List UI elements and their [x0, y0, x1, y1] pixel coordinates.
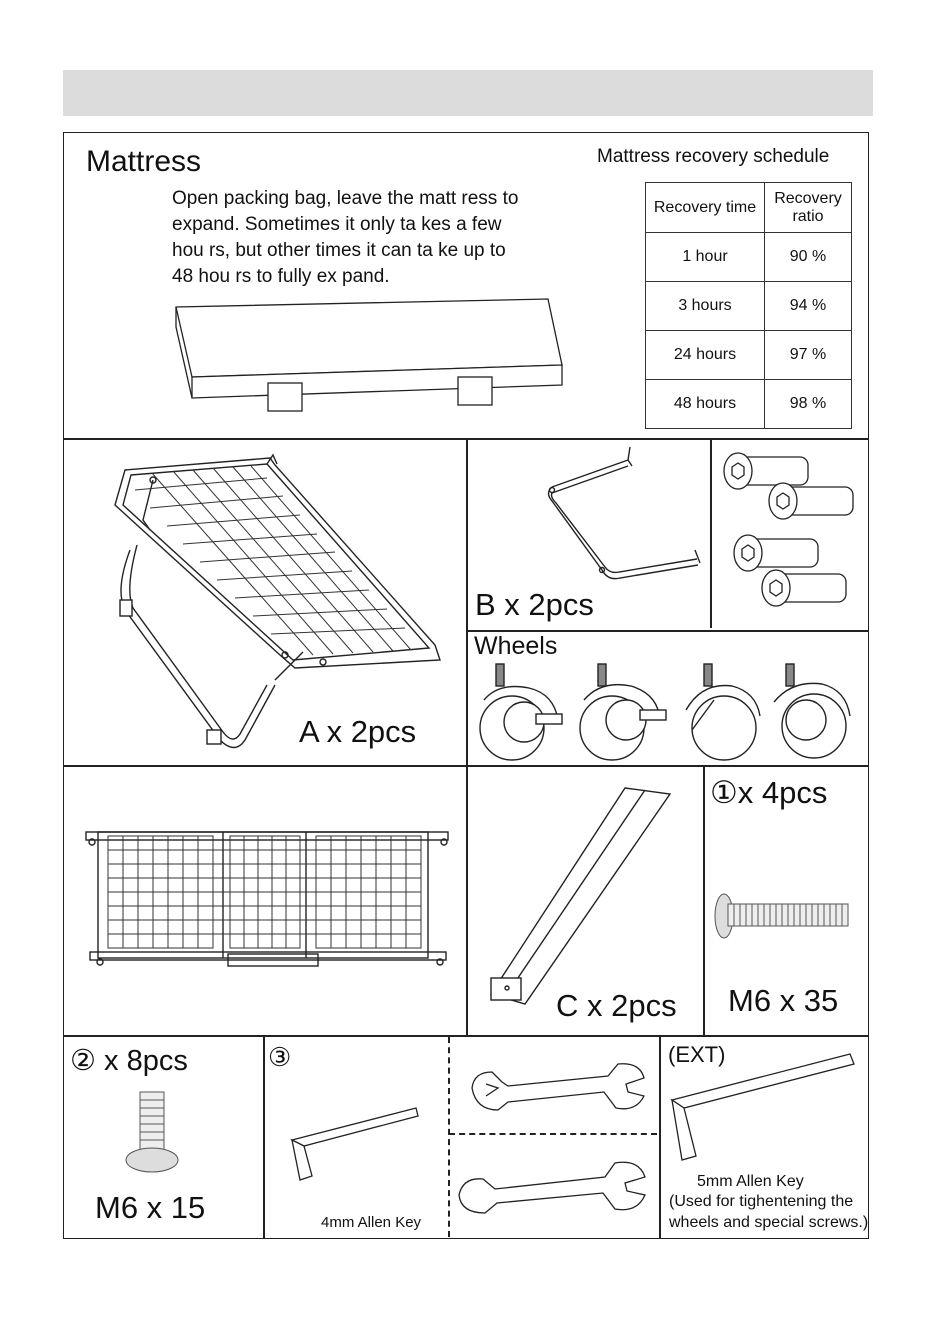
schedule-title: Mattress recovery schedule	[597, 146, 830, 167]
paragraph-line: 48 hou rs to fully ex pand.	[172, 266, 390, 287]
table-header-cell: Recovery time	[646, 183, 765, 233]
divider	[703, 765, 705, 1035]
end-frame-illustration	[78, 828, 453, 973]
table-cell: 90 %	[765, 233, 852, 282]
table-cell: 98 %	[765, 380, 852, 429]
screw-1-label: ①x 4pcs	[710, 775, 828, 810]
paragraph-line: Open packing bag, leave the matt ress to	[172, 188, 519, 209]
allen-5mm-note-1: (Used for tighentening the	[669, 1193, 854, 1210]
mattress-title: Mattress	[86, 145, 202, 178]
bolt-m6x15-illustration	[122, 1088, 182, 1178]
wheels-label: Wheels	[474, 632, 558, 660]
table-cell: 94 %	[765, 282, 852, 331]
recovery-table	[645, 182, 852, 429]
screw-2-label: ② x 8pcs	[70, 1045, 188, 1077]
special-screws-illustration	[718, 445, 868, 625]
paragraph-line: hou rs, but other times it can ta ke up to	[172, 240, 506, 261]
part-a-label: A x 2pcs	[299, 714, 417, 749]
divider	[63, 765, 869, 767]
wrench-bottom-illustration	[455, 1155, 650, 1220]
tool-3-label: ③	[268, 1042, 292, 1072]
dashed-divider	[449, 1133, 657, 1135]
wheels-illustration	[474, 660, 864, 762]
screw-1-size: M6 x 35	[728, 983, 839, 1018]
table-cell: 3 hours	[646, 282, 765, 331]
table-cell: 24 hours	[646, 331, 765, 380]
mattress-illustration	[170, 295, 570, 415]
leg-c-illustration	[485, 782, 695, 1007]
divider	[466, 438, 468, 1035]
screw-2-size: M6 x 15	[95, 1190, 206, 1225]
header-bar	[63, 70, 873, 116]
ext-label: (EXT)	[668, 1042, 726, 1067]
allen-key-4mm-illustration	[288, 1100, 423, 1185]
mattress-instructions	[172, 186, 572, 290]
allen-key-5mm-illustration	[668, 1050, 858, 1165]
divider	[63, 1035, 869, 1037]
dashed-divider	[448, 1037, 450, 1237]
divider	[263, 1035, 265, 1239]
allen-5mm-label: 5mm Allen Key	[697, 1173, 804, 1190]
table-cell: 1 hour	[646, 233, 765, 282]
wrench-top-illustration	[468, 1058, 648, 1118]
part-b-label: B x 2pcs	[475, 587, 594, 622]
table-cell: 97 %	[765, 331, 852, 380]
bolt-m6x35-illustration	[710, 890, 855, 945]
divider	[659, 1035, 661, 1239]
divider	[710, 438, 712, 628]
table-header-cell: Recovery ratio	[765, 183, 852, 233]
frame-b-illustration	[540, 445, 710, 590]
table-cell: 48 hours	[646, 380, 765, 429]
paragraph-line: expand. Sometimes it only ta kes a few	[172, 214, 502, 235]
allen-4mm-label: 4mm Allen Key	[321, 1214, 422, 1231]
allen-5mm-note-2: wheels and special screws.)	[669, 1214, 869, 1231]
part-c-label: C x 2pcs	[556, 988, 677, 1023]
